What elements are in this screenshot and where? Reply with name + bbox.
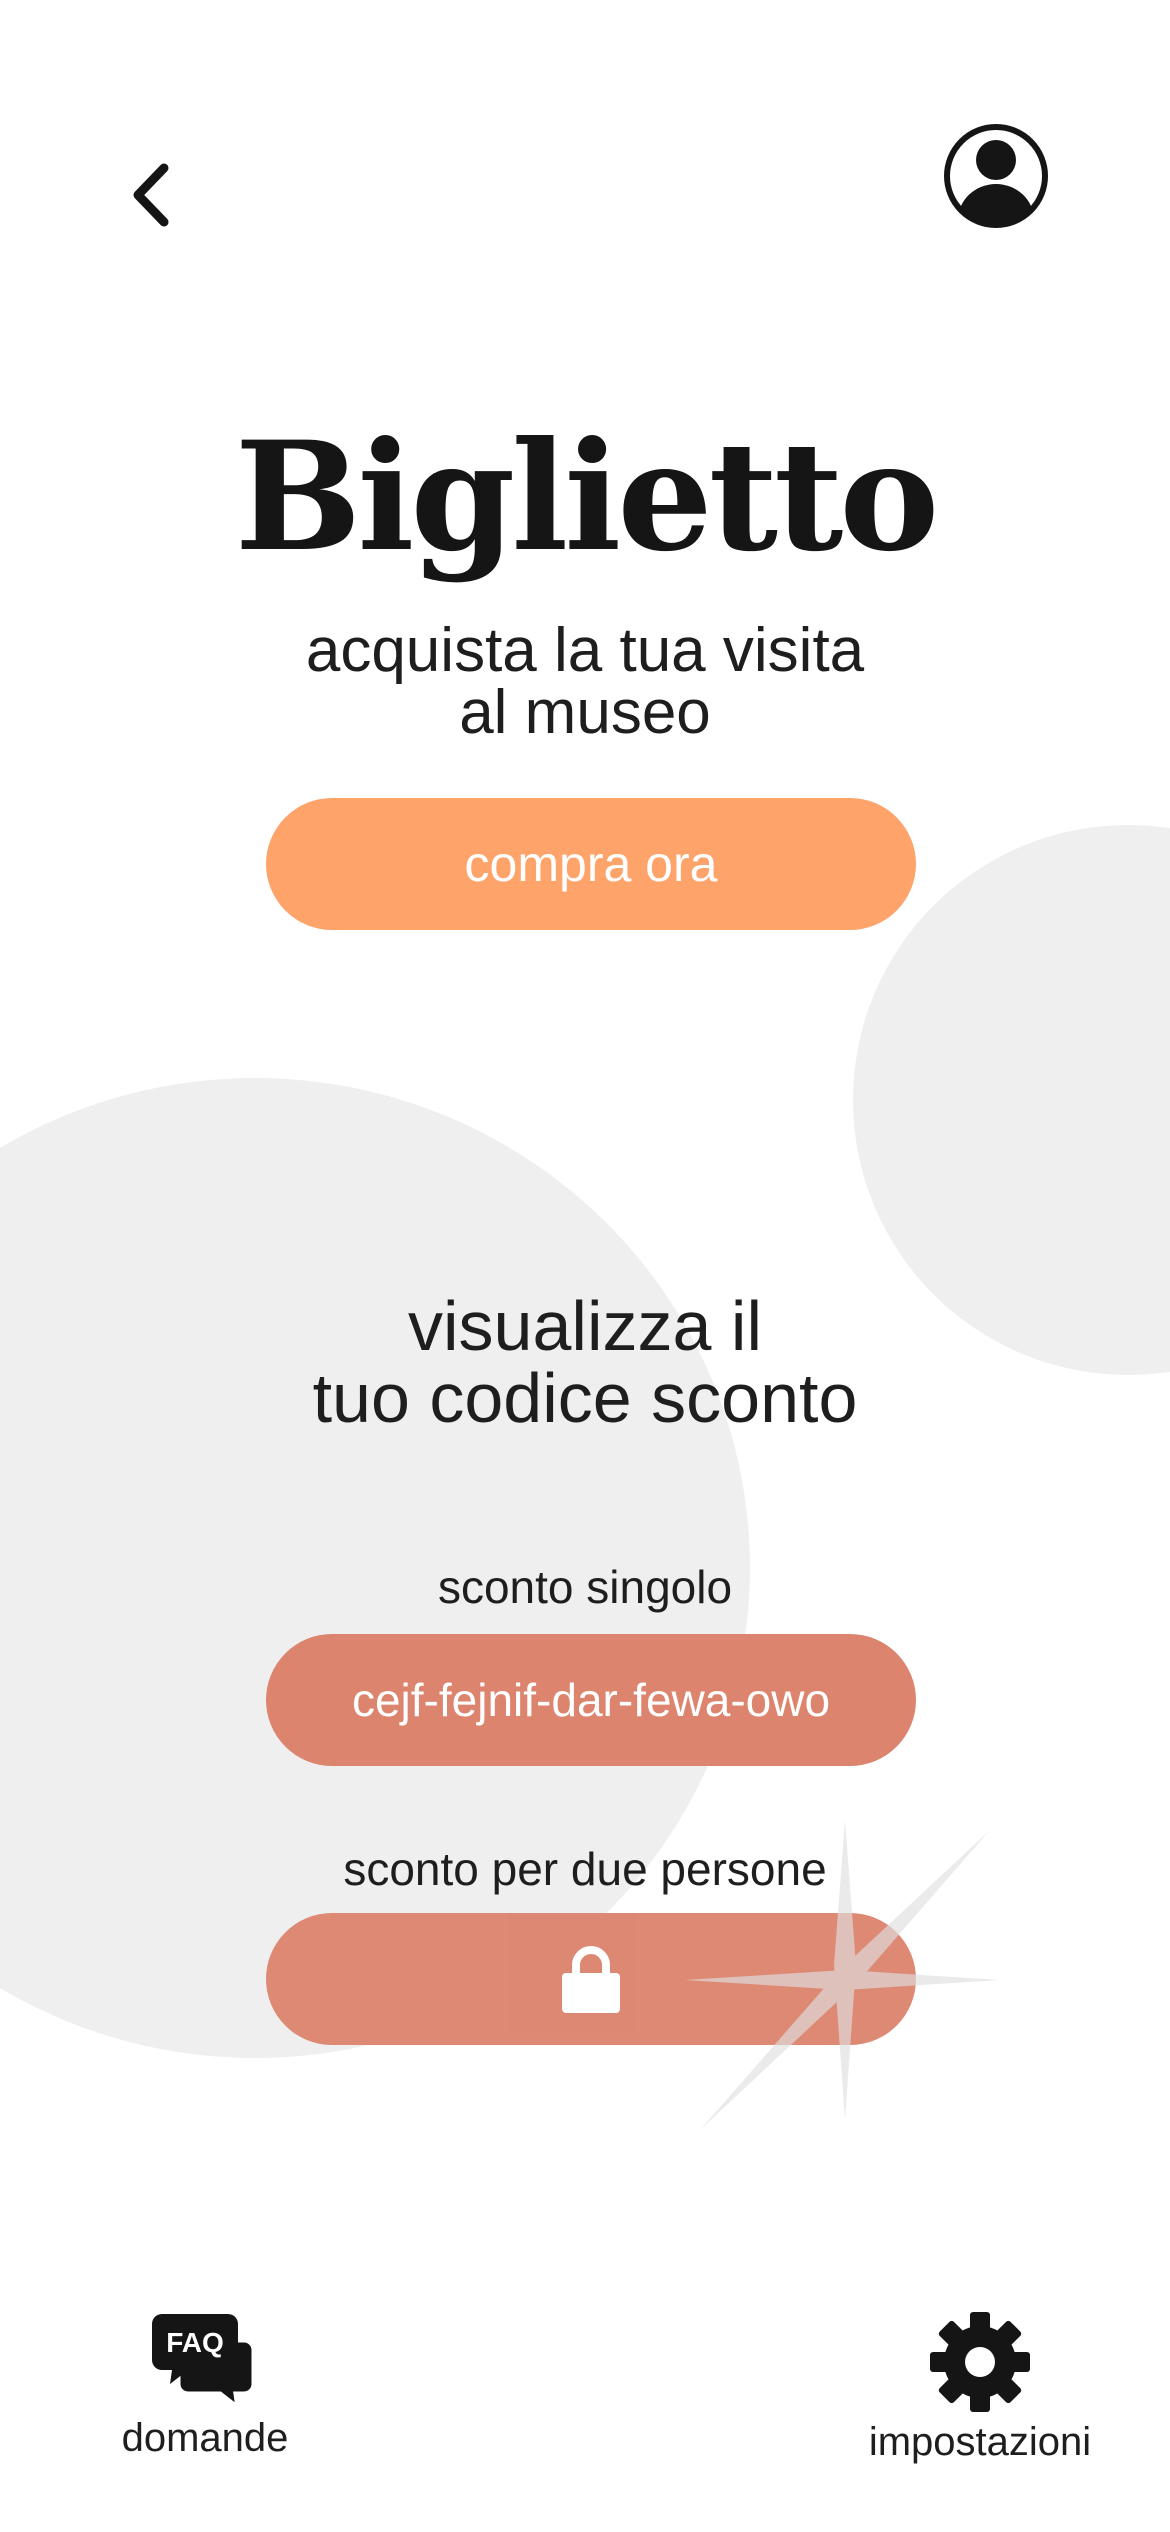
faq-nav-button[interactable] — [100, 2310, 310, 2461]
buy-now-button[interactable]: compra ora — [266, 798, 916, 930]
faq-nav-label: domande — [121, 2416, 289, 2460]
back-button[interactable] — [110, 150, 190, 240]
discount-section-title — [0, 1287, 1170, 1437]
chevron-left-icon — [128, 160, 172, 230]
faq-icon-text: FAQ — [166, 2327, 224, 2358]
gear-icon — [928, 2310, 1032, 2414]
settings-nav-button[interactable] — [855, 2310, 1105, 2465]
profile-button[interactable] — [940, 120, 1052, 232]
settings-nav-label: impostazioni — [868, 2420, 1092, 2464]
subtitle-line-1: acquista la tua visita — [305, 616, 865, 685]
discount-title-line-1: visualizza il — [408, 1287, 762, 1365]
page-subtitle — [0, 616, 1170, 747]
user-circle-icon — [940, 120, 1052, 232]
single-discount-code-button[interactable]: cejf-fejnif-dar-fewa-owo — [266, 1634, 916, 1766]
single-discount-label: sconto singolo — [437, 1561, 733, 1613]
faq-chat-icon — [150, 2310, 260, 2410]
discount-title-line-2: tuo codice sconto — [312, 1359, 858, 1437]
double-discount-label: sconto per due persone — [343, 1843, 827, 1895]
sparkle-decoration — [680, 1820, 1010, 2140]
lock-icon — [560, 1943, 622, 2015]
page-title: Biglietto — [234, 409, 936, 585]
subtitle-line-2: al museo — [459, 678, 711, 747]
